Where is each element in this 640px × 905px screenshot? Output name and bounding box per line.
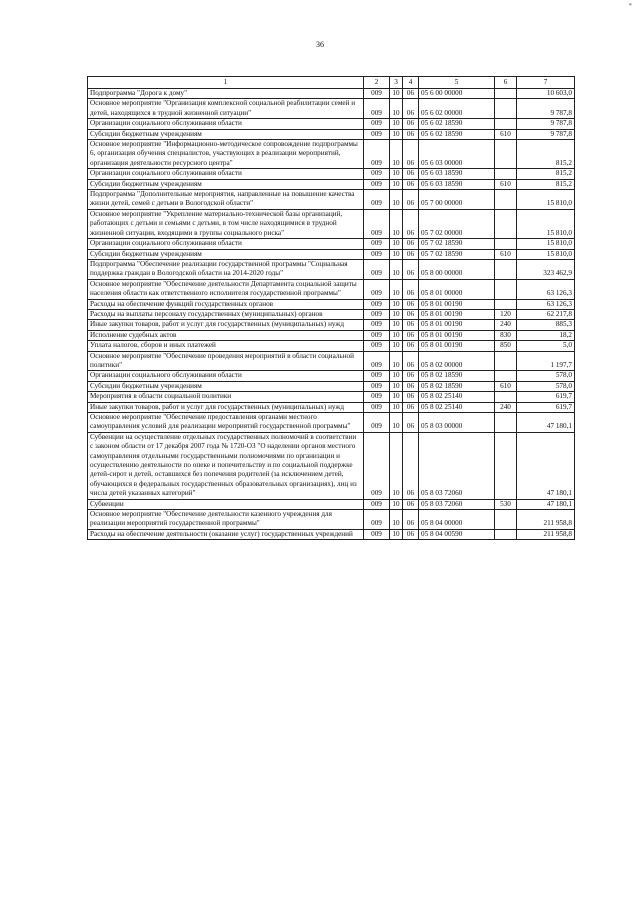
expense-type-code xyxy=(495,119,517,129)
section-code: 10 xyxy=(390,413,403,433)
ministry-code: 009 xyxy=(364,499,390,509)
row-name: Уплата налогов, сборов и иных платежей xyxy=(88,341,364,351)
target-article-code: 05 6 03 00000 xyxy=(419,140,495,169)
target-article-code: 05 8 01 00190 xyxy=(419,330,495,340)
section-code: 10 xyxy=(390,341,403,351)
table-row xyxy=(88,381,575,391)
section-code: 10 xyxy=(390,179,403,189)
expense-type-code xyxy=(495,432,517,499)
section-code: 10 xyxy=(390,402,403,412)
amount: 619,7 xyxy=(517,392,575,402)
section-code: 10 xyxy=(390,99,403,119)
section-code: 10 xyxy=(390,381,403,391)
corner-mark: * xyxy=(628,2,632,10)
amount: 323 462,9 xyxy=(517,259,575,279)
section-code: 10 xyxy=(390,529,403,539)
ministry-code: 009 xyxy=(364,99,390,119)
table-row xyxy=(88,309,575,319)
ministry-code: 009 xyxy=(364,392,390,402)
ministry-code: 009 xyxy=(364,351,390,371)
section-code: 10 xyxy=(390,169,403,179)
amount: 578,0 xyxy=(517,381,575,391)
row-name: Расходы на выплаты персоналу государственных (муниципальных) органов xyxy=(88,309,364,319)
table-row xyxy=(88,209,575,238)
expense-type-code: 530 xyxy=(495,499,517,509)
row-name: Субсидии бюджетным учреждениям xyxy=(88,179,364,189)
amount: 619,7 xyxy=(517,402,575,412)
section-code: 10 xyxy=(390,119,403,129)
table-row xyxy=(88,279,575,299)
section-code: 10 xyxy=(390,392,403,402)
ministry-code: 009 xyxy=(364,341,390,351)
ministry-code: 009 xyxy=(364,402,390,412)
subsection-code: 06 xyxy=(403,381,419,391)
ministry-code: 009 xyxy=(364,320,390,330)
amount: 47 180,1 xyxy=(517,432,575,499)
amount: 10 603,0 xyxy=(517,89,575,99)
ministry-code: 009 xyxy=(364,309,390,319)
row-name: Основное мероприятие "Организация комплексной социальной реабилитации семей и детей, находящихся в трудной жизненной ситуации" xyxy=(88,99,364,119)
subsection-code: 06 xyxy=(403,239,419,249)
table-row xyxy=(88,413,575,433)
subsection-code: 06 xyxy=(403,169,419,179)
table-row xyxy=(88,499,575,509)
amount: 211 958,8 xyxy=(517,529,575,539)
header-cell-4: 4 xyxy=(403,77,419,89)
subsection-code: 06 xyxy=(403,402,419,412)
table-row xyxy=(88,351,575,371)
row-name: Организации социального обслуживания области xyxy=(88,119,364,129)
expense-type-code: 610 xyxy=(495,179,517,189)
row-name: Субсидии бюджетным учреждениям xyxy=(88,381,364,391)
expense-type-code: 850 xyxy=(495,341,517,351)
target-article-code: 05 6 03 18590 xyxy=(419,179,495,189)
table-row xyxy=(88,129,575,139)
row-name: Основное мероприятие "Обеспечение предоставления органами местного самоуправления условий для реализации мероприятий государственной программы" xyxy=(88,413,364,433)
subsection-code: 06 xyxy=(403,371,419,381)
table-row xyxy=(88,140,575,169)
subsection-code: 06 xyxy=(403,499,419,509)
expense-type-code xyxy=(495,510,517,530)
amount: 47 180,1 xyxy=(517,413,575,433)
subsection-code: 06 xyxy=(403,299,419,309)
header-row xyxy=(88,77,575,89)
target-article-code: 05 8 04 00000 xyxy=(419,510,495,530)
row-name: Субвенции на осуществление отдельных государственных полномочий в соответствии с законом области от 17 декабря 2007 года № 1720-ОЗ "О наделении органов местного самоуправления отдельными государственными полномочиями по организации и осуществлению деятельности по опеке и попечительству и по социальной поддержке детей-сирот и детей, оставшихся без попечения родителей (за исключением детей, обучающихся в федеральных государственных образовательных организациях), лиц из числа детей указанных категорий" xyxy=(88,432,364,499)
amount: 18,2 xyxy=(517,330,575,340)
amount: 62 217,8 xyxy=(517,309,575,319)
subsection-code: 06 xyxy=(403,529,419,539)
subsection-code: 06 xyxy=(403,432,419,499)
target-article-code: 05 7 02 00000 xyxy=(419,209,495,238)
row-name: Основное мероприятие "Укрепление материально-технической базы организаций, работающих с детьми и семьями с детьми, в том числе находящимися в трудной жизненной ситуации, входящими в группы социального риска" xyxy=(88,209,364,238)
subsection-code: 06 xyxy=(403,309,419,319)
expense-type-code: 240 xyxy=(495,402,517,412)
amount: 9 787,8 xyxy=(517,119,575,129)
subsection-code: 06 xyxy=(403,99,419,119)
row-name: Организации социального обслуживания области xyxy=(88,239,364,249)
section-code: 10 xyxy=(390,432,403,499)
expense-type-code xyxy=(495,279,517,299)
target-article-code: 05 8 02 00000 xyxy=(419,351,495,371)
table-row xyxy=(88,119,575,129)
expense-type-code: 610 xyxy=(495,381,517,391)
ministry-code: 009 xyxy=(364,279,390,299)
target-article-code: 05 6 03 18590 xyxy=(419,169,495,179)
amount: 211 958,8 xyxy=(517,510,575,530)
row-name: Основное мероприятие "Обеспечение деятельности Департамента социальной защиты населения области как ответственного исполнителя государственной программы" xyxy=(88,279,364,299)
table-row xyxy=(88,99,575,119)
amount: 15 810,0 xyxy=(517,190,575,210)
table-row xyxy=(88,510,575,530)
row-name: Иные закупки товаров, работ и услуг для государственных (муниципальных) нужд xyxy=(88,320,364,330)
table-row xyxy=(88,402,575,412)
expense-type-code xyxy=(495,140,517,169)
amount: 15 810,0 xyxy=(517,239,575,249)
target-article-code: 05 7 02 18590 xyxy=(419,239,495,249)
expense-type-code: 240 xyxy=(495,320,517,330)
expense-type-code: 610 xyxy=(495,249,517,259)
section-code: 10 xyxy=(390,279,403,299)
subsection-code: 06 xyxy=(403,129,419,139)
row-name: Подпрограмма "Обеспечение реализации государственной программы "Социальная поддержка граждан в Вологодской области на 2014-2020 годы" xyxy=(88,259,364,279)
table-row xyxy=(88,432,575,499)
row-name: Субсидии бюджетным учреждениям xyxy=(88,249,364,259)
ministry-code: 009 xyxy=(364,510,390,530)
expense-type-code xyxy=(495,371,517,381)
ministry-code: 009 xyxy=(364,249,390,259)
target-article-code: 05 8 02 25140 xyxy=(419,402,495,412)
ministry-code: 009 xyxy=(364,529,390,539)
table-row xyxy=(88,249,575,259)
target-article-code: 05 8 02 18590 xyxy=(419,381,495,391)
subsection-code: 06 xyxy=(403,392,419,402)
amount: 885,3 xyxy=(517,320,575,330)
table-row xyxy=(88,190,575,210)
subsection-code: 06 xyxy=(403,190,419,210)
target-article-code: 05 6 00 00000 xyxy=(419,89,495,99)
header-cell-1: 1 xyxy=(88,77,364,89)
table-row xyxy=(88,169,575,179)
target-article-code: 05 8 01 00190 xyxy=(419,341,495,351)
header-cell-5: 5 xyxy=(419,77,495,89)
page-number: 36 xyxy=(316,40,324,49)
amount: 1 197,7 xyxy=(517,351,575,371)
target-article-code: 05 8 04 00590 xyxy=(419,529,495,539)
expense-type-code xyxy=(495,529,517,539)
target-article-code: 05 7 00 00000 xyxy=(419,190,495,210)
expense-type-code xyxy=(495,299,517,309)
ministry-code: 009 xyxy=(364,89,390,99)
target-article-code: 05 8 01 00190 xyxy=(419,320,495,330)
ministry-code: 009 xyxy=(364,299,390,309)
section-code: 10 xyxy=(390,499,403,509)
ministry-code: 009 xyxy=(364,381,390,391)
expense-type-code xyxy=(495,413,517,433)
table-row xyxy=(88,320,575,330)
amount: 63 126,3 xyxy=(517,279,575,299)
target-article-code: 05 8 03 72060 xyxy=(419,499,495,509)
ministry-code: 009 xyxy=(364,330,390,340)
section-code: 10 xyxy=(390,239,403,249)
subsection-code: 06 xyxy=(403,320,419,330)
target-article-code: 05 8 01 00000 xyxy=(419,279,495,299)
section-code: 10 xyxy=(390,190,403,210)
amount: 47 180,1 xyxy=(517,499,575,509)
row-name: Основное мероприятие "Информационно-методическое сопровождение подпрограммы 6, организация обучения специалистов, участвующих в реализации мероприятий, организация деятельности ресурсного центра" xyxy=(88,140,364,169)
row-name: Организации социального обслуживания области xyxy=(88,169,364,179)
table-row xyxy=(88,371,575,381)
subsection-code: 06 xyxy=(403,209,419,238)
section-code: 10 xyxy=(390,89,403,99)
ministry-code: 009 xyxy=(364,140,390,169)
subsection-code: 06 xyxy=(403,351,419,371)
expense-type-code xyxy=(495,239,517,249)
target-article-code: 05 8 01 00190 xyxy=(419,309,495,319)
row-name: Мероприятия в области социальной политики xyxy=(88,392,364,402)
table-row xyxy=(88,341,575,351)
amount: 9 787,8 xyxy=(517,99,575,119)
amount: 63 126,3 xyxy=(517,299,575,309)
row-name: Субвенции xyxy=(88,499,364,509)
subsection-code: 06 xyxy=(403,279,419,299)
subsection-code: 06 xyxy=(403,413,419,433)
amount: 815,2 xyxy=(517,179,575,189)
subsection-code: 06 xyxy=(403,341,419,351)
target-article-code: 05 8 02 25140 xyxy=(419,392,495,402)
row-name: Расходы на обеспечение деятельности (оказание услуг) государственных учреждений xyxy=(88,529,364,539)
target-article-code: 05 7 02 18590 xyxy=(419,249,495,259)
table-row xyxy=(88,259,575,279)
target-article-code: 05 8 00 00000 xyxy=(419,259,495,279)
ministry-code: 009 xyxy=(364,119,390,129)
expense-type-code xyxy=(495,190,517,210)
section-code: 10 xyxy=(390,351,403,371)
target-article-code: 05 6 02 00000 xyxy=(419,99,495,119)
expense-type-code xyxy=(495,209,517,238)
amount: 15 810,0 xyxy=(517,249,575,259)
header-cell-3: 3 xyxy=(390,77,403,89)
row-name: Организации социального обслуживания области xyxy=(88,371,364,381)
subsection-code: 06 xyxy=(403,89,419,99)
target-article-code: 05 6 02 18590 xyxy=(419,129,495,139)
amount: 15 810,0 xyxy=(517,209,575,238)
section-code: 10 xyxy=(390,209,403,238)
expense-type-code xyxy=(495,259,517,279)
section-code: 10 xyxy=(390,129,403,139)
ministry-code: 009 xyxy=(364,169,390,179)
header-cell-7: 7 xyxy=(517,77,575,89)
budget-table xyxy=(87,76,575,540)
row-name: Подпрограмма "Дорога к дому" xyxy=(88,89,364,99)
subsection-code: 06 xyxy=(403,259,419,279)
ministry-code: 009 xyxy=(364,209,390,238)
expense-type-code: 120 xyxy=(495,309,517,319)
table-row xyxy=(88,179,575,189)
ministry-code: 009 xyxy=(364,190,390,210)
amount: 9 787,8 xyxy=(517,129,575,139)
table-body xyxy=(88,89,575,540)
section-code: 10 xyxy=(390,371,403,381)
subsection-code: 06 xyxy=(403,249,419,259)
row-name: Основное мероприятие "Обеспечение проведения мероприятий в области социальной политики" xyxy=(88,351,364,371)
amount: 815,2 xyxy=(517,140,575,169)
ministry-code: 009 xyxy=(364,179,390,189)
header-cell-2: 2 xyxy=(364,77,390,89)
table-row xyxy=(88,299,575,309)
target-article-code: 05 8 03 00000 xyxy=(419,413,495,433)
subsection-code: 06 xyxy=(403,330,419,340)
section-code: 10 xyxy=(390,299,403,309)
row-name: Расходы на обеспечение функций государственных органов xyxy=(88,299,364,309)
expense-type-code xyxy=(495,89,517,99)
target-article-code: 05 8 03 72060 xyxy=(419,432,495,499)
expense-type-code: 830 xyxy=(495,330,517,340)
ministry-code: 009 xyxy=(364,129,390,139)
table-row xyxy=(88,239,575,249)
row-name: Исполнение судебных актов xyxy=(88,330,364,340)
ministry-code: 009 xyxy=(364,432,390,499)
table-row xyxy=(88,392,575,402)
section-code: 10 xyxy=(390,140,403,169)
subsection-code: 06 xyxy=(403,140,419,169)
section-code: 10 xyxy=(390,510,403,530)
section-code: 10 xyxy=(390,330,403,340)
row-name: Основное мероприятие "Обеспечение деятельности казенного учреждения для реализации мероприятий государственной программы" xyxy=(88,510,364,530)
target-article-code: 05 8 02 18590 xyxy=(419,371,495,381)
amount: 815,2 xyxy=(517,169,575,179)
subsection-code: 06 xyxy=(403,179,419,189)
expense-type-code xyxy=(495,392,517,402)
ministry-code: 009 xyxy=(364,413,390,433)
section-code: 10 xyxy=(390,249,403,259)
table-row xyxy=(88,89,575,99)
ministry-code: 009 xyxy=(364,259,390,279)
section-code: 10 xyxy=(390,320,403,330)
row-name: Субсидии бюджетным учреждениям xyxy=(88,129,364,139)
amount: 578,0 xyxy=(517,371,575,381)
expense-type-code xyxy=(495,169,517,179)
expense-type-code xyxy=(495,351,517,371)
expense-type-code: 610 xyxy=(495,129,517,139)
table-row xyxy=(88,529,575,539)
subsection-code: 06 xyxy=(403,510,419,530)
subsection-code: 06 xyxy=(403,119,419,129)
section-code: 10 xyxy=(390,309,403,319)
ministry-code: 009 xyxy=(364,239,390,249)
table-row xyxy=(88,330,575,340)
target-article-code: 05 6 02 18590 xyxy=(419,119,495,129)
row-name: Иные закупки товаров, работ и услуг для государственных (муниципальных) нужд xyxy=(88,402,364,412)
amount: 5,0 xyxy=(517,341,575,351)
row-name: Подпрограмма "Дополнительные мероприятия, направленные на повышение качества жизни детей, семей с детьми в Вологодской области" xyxy=(88,190,364,210)
ministry-code: 009 xyxy=(364,371,390,381)
header-cell-6: 6 xyxy=(495,77,517,89)
expense-type-code xyxy=(495,99,517,119)
target-article-code: 05 8 01 00190 xyxy=(419,299,495,309)
section-code: 10 xyxy=(390,259,403,279)
